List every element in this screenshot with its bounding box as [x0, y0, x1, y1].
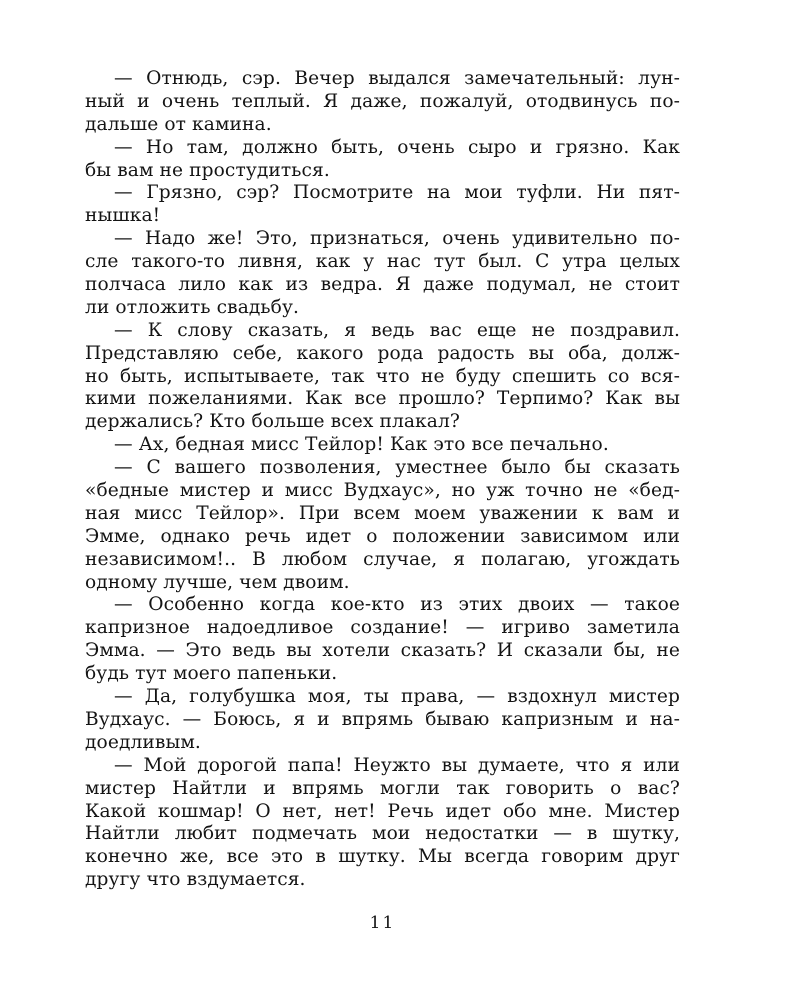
text-line: ный и очень теплый. Я даже, пожалуй, отодвинусь по-: [85, 90, 680, 112]
paragraph: [85, 320, 680, 434]
text-line: Представляю себе, какого рода радость вы оба, долж-: [85, 342, 680, 364]
text-line: Какой кошмар! О нет, нет! Речь идет обо мне. Мистер: [85, 800, 680, 822]
paragraph: [85, 137, 680, 183]
text-line: — К слову сказать, я ведь вас еще не поздравил.: [114, 319, 680, 341]
text-line: «бедные мистер и мисс Вудхаус», но уж точно не «бед-: [85, 480, 680, 502]
text-line: но быть, испытываете, так что не буду спешить со вся-: [85, 365, 680, 387]
text-line: — С вашего позволения, уместнее было бы сказать: [114, 457, 680, 479]
paragraph: [85, 755, 680, 892]
text-line: другу что вздумается.: [85, 869, 306, 891]
text-line: Эмме, однако речь идет о положении зависимом или: [85, 525, 680, 547]
text-line: — Отнюдь, сэр. Вечер выдался замечательный: лун-: [114, 68, 680, 89]
paragraph: [85, 457, 680, 594]
paragraph: [85, 68, 680, 137]
text-line: Найтли любит подмечать мои недостатки — в шутку,: [85, 823, 680, 845]
paragraph: [85, 686, 680, 755]
text-line: — Грязно, сэр? Посмотрите на мои туфли. Ни пят-: [114, 182, 680, 204]
text-line: дальше от камина.: [85, 113, 272, 135]
text-line: независимом!.. В любом случае, я полагаю, угождать: [85, 548, 680, 570]
text-line: одному лучше, чем двоим.: [85, 571, 350, 593]
text-line: нышка!: [85, 205, 161, 227]
text-line: будь тут моего папеньки.: [85, 663, 338, 685]
text-line: — Ах, бедная мисс Тейлор! Как это все печально.: [114, 434, 609, 456]
text-line: — Особенно когда кое-кто из этих двоих — такое: [114, 594, 680, 616]
text-line: мистер Найтли и впрямь могли так говорить о вас?: [85, 777, 680, 799]
paragraph: [85, 182, 680, 228]
text-line: держались? Кто больше всех плакал?: [85, 411, 460, 433]
text-line: конечно же, все это в шутку. Мы всегда говорим друг: [85, 846, 680, 868]
body-text: [85, 68, 680, 892]
page-number: 11: [369, 913, 396, 933]
text-line: кими пожеланиями. Как все прошло? Терпимо? Как вы: [85, 388, 680, 410]
text-line: Эмма. — Это ведь вы хотели сказать? И сказали бы, не: [85, 640, 680, 662]
text-line: полчаса лило как из ведра. Я даже подумал, не стоит: [85, 274, 680, 296]
paragraph: [85, 434, 680, 457]
text-line: сле такого-то ливня, как у нас тут был. С утра целых: [85, 251, 680, 273]
text-line: Вудхаус. — Боюсь, я и впрямь бываю капризным и на-: [85, 708, 680, 730]
text-line: — Надо же! Это, признаться, очень удивительно по-: [114, 228, 680, 250]
text-line: ная мисс Тейлор». При всем моем уважении к вам и: [85, 502, 680, 524]
text-line: ли отложить свадьбу.: [85, 296, 300, 318]
text-line: доедливым.: [85, 731, 201, 753]
text-line: — Да, голубушка моя, ты права, — вздохнул мистер: [114, 686, 680, 708]
paragraph: [85, 228, 680, 320]
text-line: — Мой дорогой папа! Неужто вы думаете, что я или: [114, 754, 680, 776]
paragraph: [85, 594, 680, 686]
text-line: — Но там, должно быть, очень сыро и грязно. Как: [114, 136, 680, 158]
text-line: капризное надоедливое создание! — игриво заметила: [85, 617, 680, 639]
text-line: бы вам не простудиться.: [85, 159, 330, 181]
